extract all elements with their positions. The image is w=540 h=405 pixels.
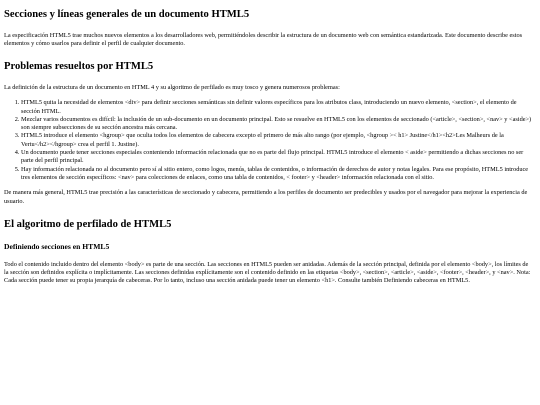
problems-conclusion-paragraph: De manera más general, HTML5 trae precisión a las características de seccionado y cabecera, permitiendo a los perfiles de documento ser predecibles y usados por el navegador para mejorar la experiencia de usuario. — [4, 189, 528, 205]
problems-list — [4, 99, 532, 182]
algorithm-body-paragraph: Todo el contenido incluido dentro del elemento <body> es parte de una sección. Las secciones en HTML5 pueden ser anidadas. Además de la sección principal, definida por el elemento <body>, los límites de la sección son definidos explícita o implícitamente. Las secciones definidas explícitamente son el contenido definido en las etiquetas <body>, <section>, <article>, <aside>, <footer>, <header>, y <nav>. Nota: Cada sección puede tener su propia jerarquía de cabeceras. Por lo tanto, incluso una sección anidada puede tener un elemento <h1>. Consulte también Definiendo cabeceras en HTML5. — [4, 260, 531, 285]
problems-list-item: 4. Un documento puede tener secciones especiales conteniendo información relacionada que no es parte del flujo principal. HTML5 introduce el elemento < aside> permitiendo a dichas secciones no ser parte del perfil principal. — [21, 149, 532, 166]
algorithm-heading: El algoritmo de perfilado de HTML5 — [4, 218, 172, 230]
problems-lead-paragraph: La definición de la estructura de un documento en HTML 4 y su algoritmo de perfilado es muy tosco y genera numerosos problemas: — [4, 84, 340, 91]
problems-list-item: 2. Mezclar varios documentos es difícil: la inclusión de un sub-documento en un documento principal. Esto se resuelve en HTML5 con los elementos de seccionado (<article>, <section>, <nav> y <aside>) son siempre subsecciones de su sección ancestra más cercana. — [21, 116, 532, 133]
intro-paragraph: La especificación HTML5 trae muchos nuevos elementos a los desarrolladores web, permitiéndoles describir la estructura de un documento web con semántica estandarizada. Este documento describe estos elementos y cómo usarlos para definir el perfil de cualquier documento. — [4, 31, 523, 47]
page-title: Secciones y líneas generales de un documento HTML5 — [4, 9, 250, 20]
problems-list-item: 5. Hay información relacionada no al documento pero sí al sitio entero, como logos, menús, tablas de contenidos, o información de derechos de autor y notas legales. Para ese propósito, HTML5 introduce tres elementos de sección específicos: <nav> para colecciones de enlaces, como una tabla de contenidos, < footer> y <header> información relacionada con el sitio. — [21, 166, 532, 183]
defining-sections-subheading: Definiendo secciones en HTML5 — [4, 241, 110, 251]
problems-heading: Problemas resueltos por HTML5 — [4, 61, 154, 73]
problems-list-item: 3. HTML5 introduce el elemento <hgroup> que oculta todos los elementos de cabecera excepto el primero de más alto rango (por ejemplo, <hgroup >< h1> Justine</h1><h2>Les Malheurs de la Vertu</h2></hgroup> crea el perfil 1. Justine). — [21, 132, 532, 149]
problems-list-item: 1. HTML5 quita la necesidad de elementos <div> para definir secciones semánticas sin definir valores específicos para los atributos class, introduciendo un nuevo elemento, <section>, el elemento de sección HTML. — [21, 99, 532, 116]
